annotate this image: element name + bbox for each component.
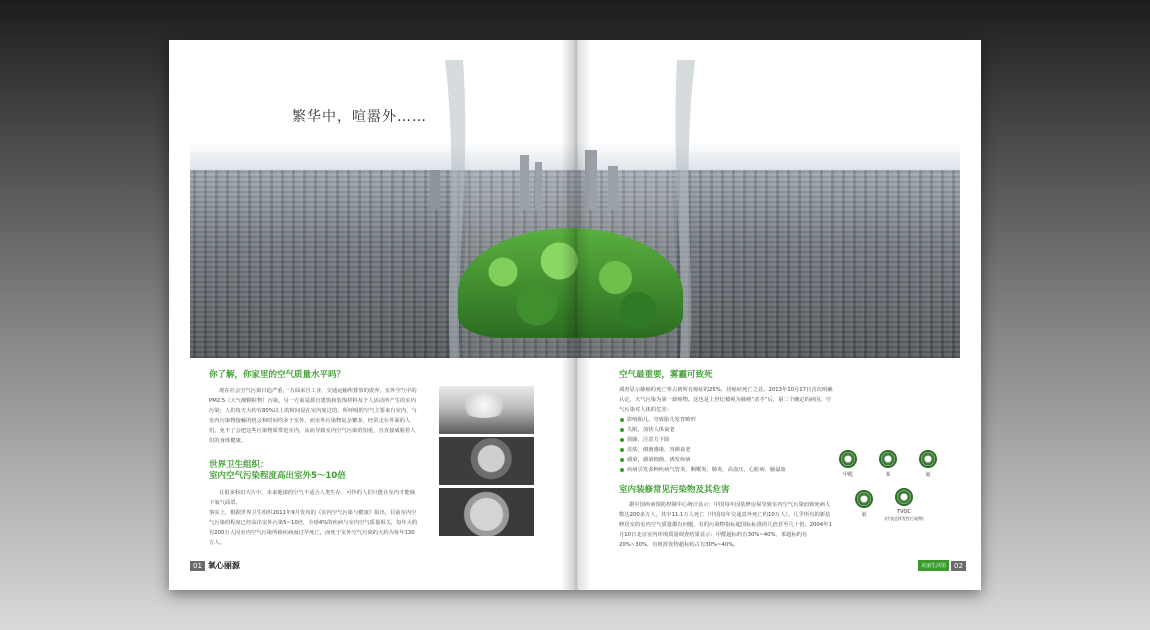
factory-smoke-photo xyxy=(439,386,534,434)
spread-headline: 繁华中，喧嚣外…… xyxy=(292,109,427,125)
tvoc-icon xyxy=(895,488,913,506)
brand-logo: 氧心丽源 xyxy=(207,560,240,570)
left-photo-stack xyxy=(439,386,534,539)
pollutant-sublabel: (代表总挥发性污染物) xyxy=(884,516,924,521)
section-title-who-line1: 世界卫生组织： xyxy=(209,460,269,470)
section-title-pollutants: 室内装修常见污染物及其危害 xyxy=(619,485,730,495)
section-badge: 美丽生活馆 xyxy=(918,560,949,571)
formaldehyde-icon xyxy=(839,450,857,468)
right-text-column xyxy=(619,368,834,550)
section-body-who: 在很多科幻大片中，未来地球的空气不适合人类生存、可怜的人们只能在室内才能摘下氧气面罩。 事实上，根据世界卫生组织2011年9月发布的《室内空气污染与健康》指出，目前室内空气污染的程度已经高出室外污染5~10倍，全球4%的疾病与室内空气质量相关，每年大约有200万人因室内空气污染所致疾病而过早死亡，而死于室外空气污染的大约为每年130万人。 xyxy=(209,490,418,546)
left-footer xyxy=(190,560,240,571)
child-with-mask-photo xyxy=(439,437,534,485)
baby-photo xyxy=(439,488,534,536)
list-item: 烦躁，注意力下降 xyxy=(619,435,834,445)
list-item: 失眠，加快人体衰老 xyxy=(619,425,834,435)
pollutant-label: TVOC xyxy=(897,509,911,515)
brochure-spread xyxy=(169,40,981,590)
pollutant-label: 苯 xyxy=(885,472,891,478)
left-text-column xyxy=(209,368,419,548)
list-item: 皮肤，细菌感染，容颜衰老 xyxy=(619,445,834,455)
health-hazards-list xyxy=(619,415,834,475)
section-title-smog: 空气最重要，雾霾可致死 xyxy=(619,370,713,380)
pollutant-label: 甲醛 xyxy=(842,472,853,478)
benzene-icon xyxy=(879,450,897,468)
list-item: 影响胎儿，导致胎儿发育畸形 xyxy=(619,415,834,425)
radon-icon xyxy=(855,490,873,508)
pollutant-label: 氡 xyxy=(861,512,867,518)
right-footer xyxy=(918,560,966,571)
list-item: 疾病引发多种疾病气管炎、咽喉炎、肺炎、高血压、心脏病、脑溢血 xyxy=(619,465,834,475)
list-item: 感染，感染细菌，诱发疾病 xyxy=(619,455,834,465)
cover-photo-city xyxy=(190,40,960,358)
section-body-pollutants: 据中国疾病预防控制中心统计显示：中国每年因装修房屋导致室内空气污染而致死病人数达200多万人，其中11.1万人死亡（中国每年交通意外死亡约10万人）。几乎所有的新装修居室的室内空气质量都有问题，有的污染物指标超国标标准的几倍甚至几十倍。2004年1月10日北京室内环境质量调查结果显示：甲醛超标约有30%~40%，苯超标约有20%~30%，有机挥发物超标约占有30%~40%。 xyxy=(619,502,832,548)
page-number-right: 02 xyxy=(951,561,966,571)
pollutant-label: 氨 xyxy=(925,472,931,478)
section-title-air-quality: 你了解，你家里的空气质量水平吗？ xyxy=(209,370,346,380)
pollutant-icons xyxy=(837,450,947,530)
section-title-who-line2: 室内空气污染程度高出室外5～10倍 xyxy=(209,471,346,481)
section-body-air-quality: 现在社会空气污染日趋严重,一方面来自工业、交通运输所排放的废弃，室外空气中的PM2.5（大气细颗粒物）污染，另一方面是源自建筑和装饰材料及个人活动所产生的室内污染；人们每天大约有80%以上的时间是在室内度过的，所呼吸的空气主要来自室内，与室内污染物接触的机会和时间均多于室外，而室外污染物复杂繁多，经常走在外面的人们，免不了会把这些污染物质带进室内，从而导致室内空气污染的加重，且直接威胁着人们的身体健康。 xyxy=(209,388,417,444)
page-number-left: 01 xyxy=(190,561,205,571)
section-body-smog: 调查显示肺癌的死亡率占到所有癌症的25%，居癌症死亡之首。2013年10月17日首次明确认定，大气污染为第一致癌物。这也是上世纪被视为肺癌“杀手”后，第二个确定的病因。空气污染对人体的危害： xyxy=(619,387,833,413)
ammonia-icon xyxy=(919,450,937,468)
